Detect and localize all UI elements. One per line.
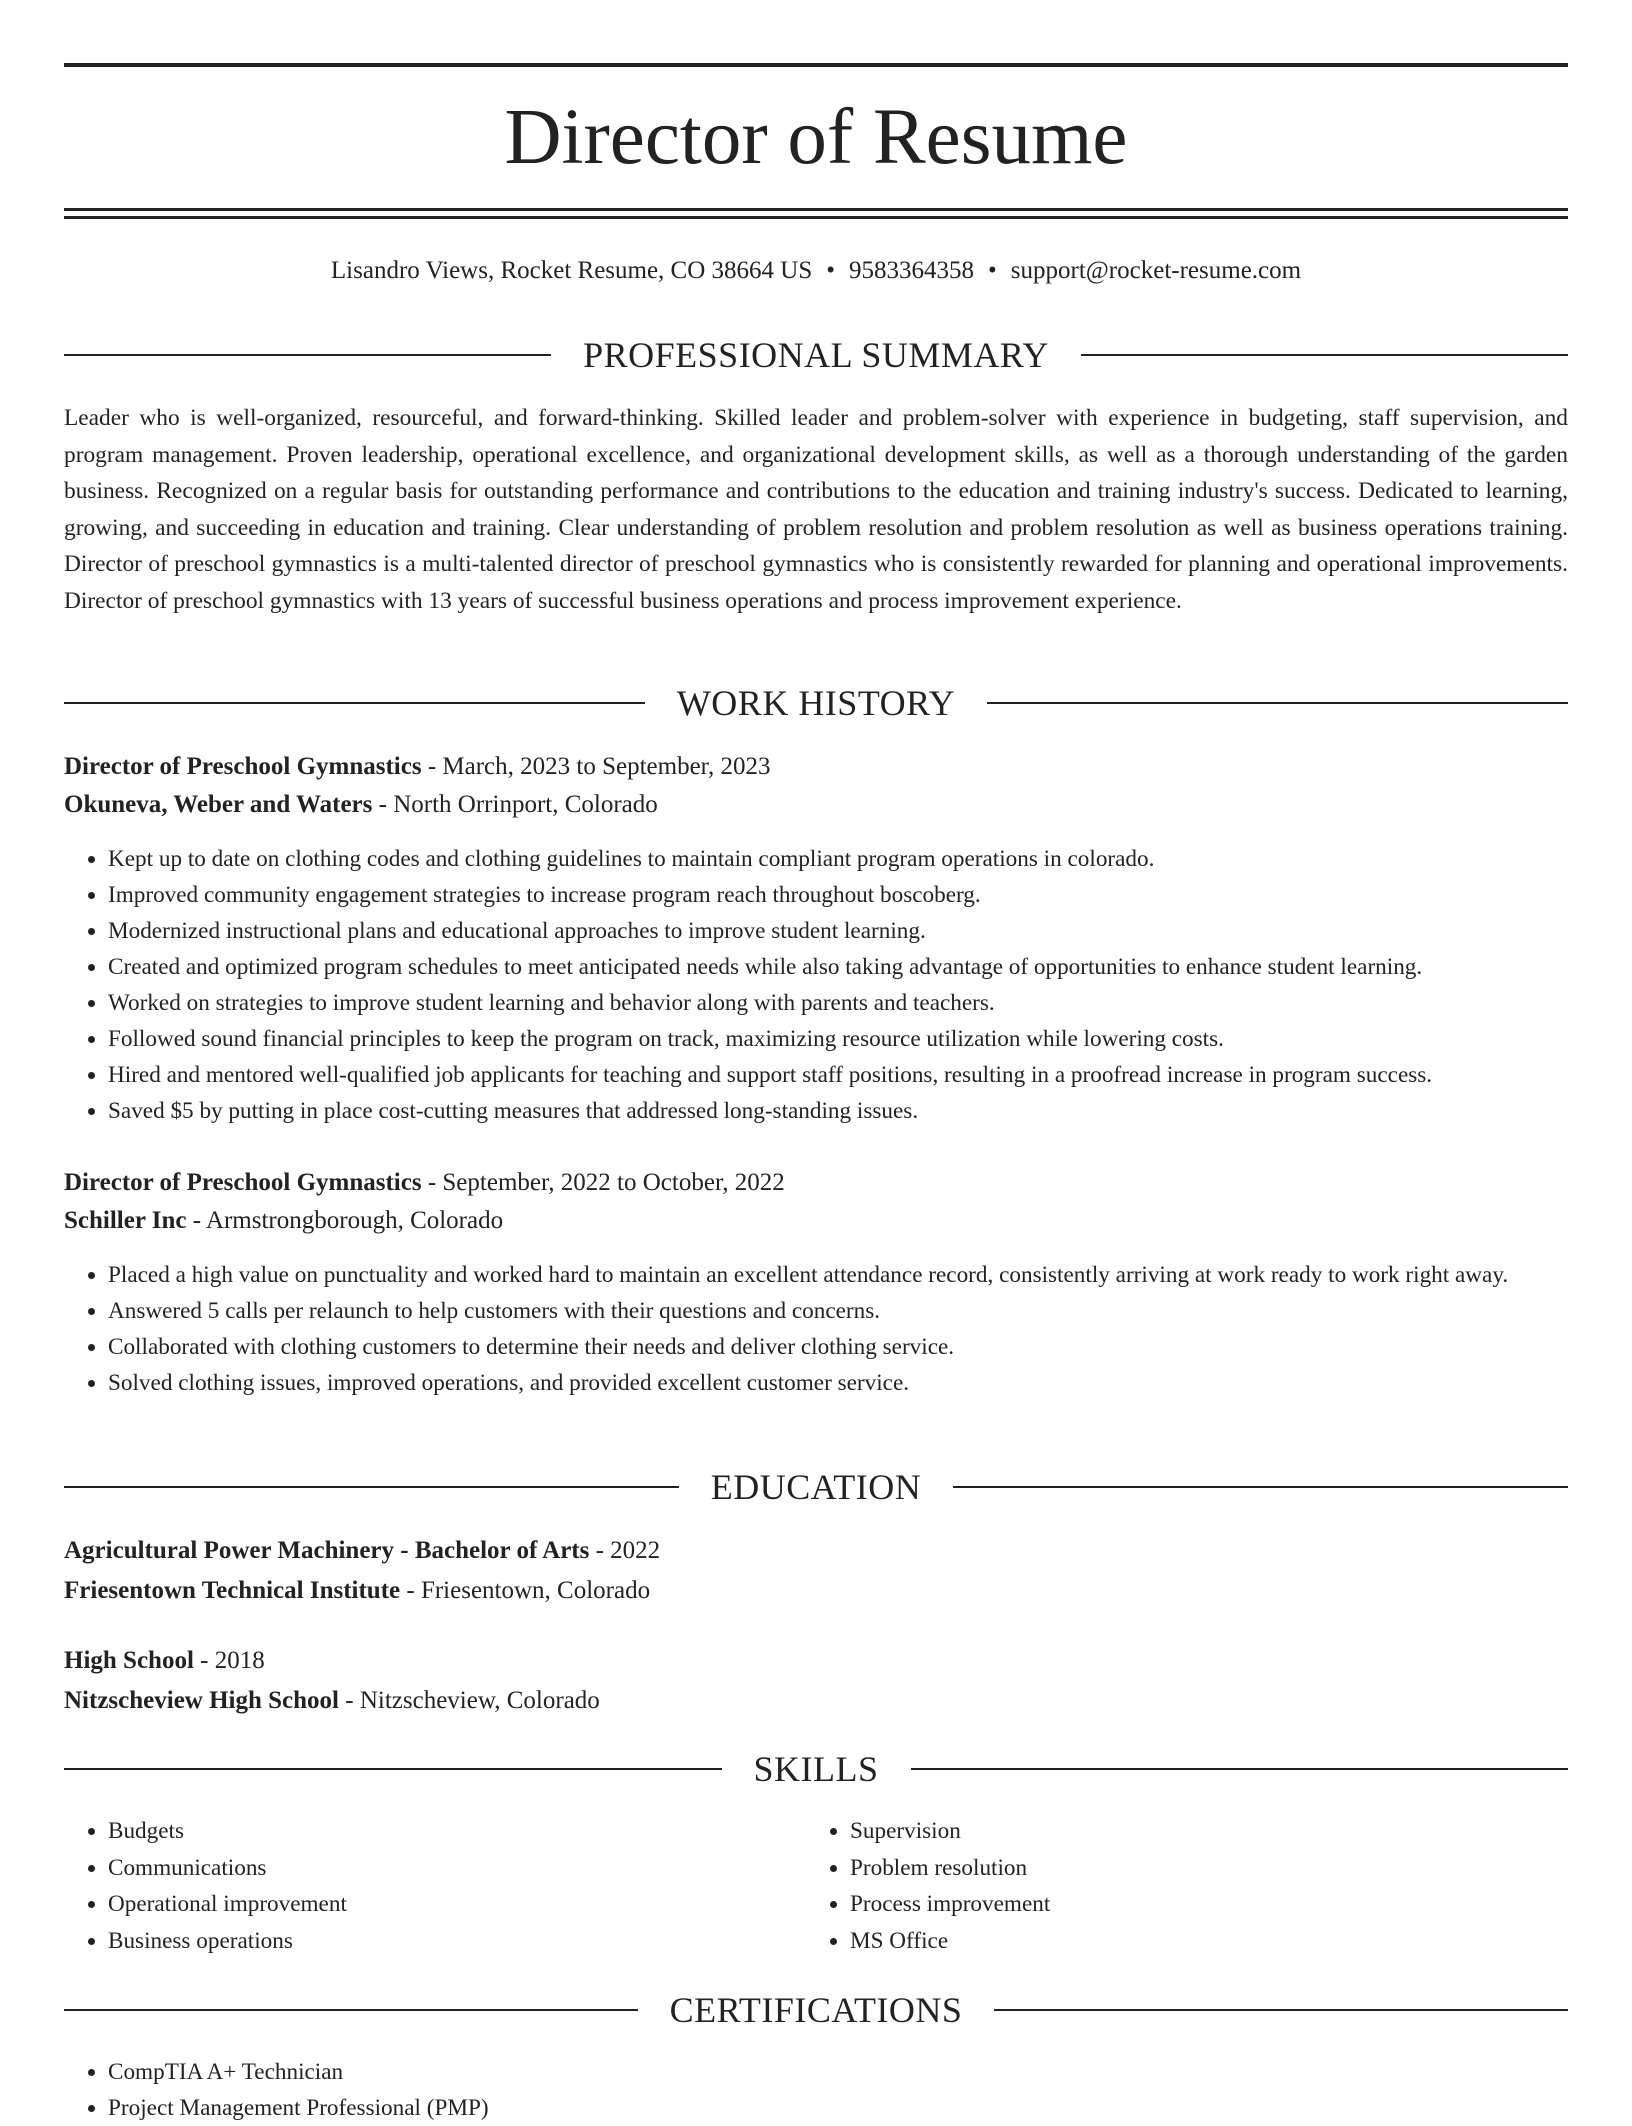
- skills-list-left: [64, 1813, 808, 1959]
- section-title: WORK HISTORY: [676, 683, 956, 723]
- skill-item: • Business operations: [108, 1923, 808, 1960]
- resume-name: Director of Resume: [504, 94, 1128, 181]
- section-title: CERTIFICATIONS: [669, 1990, 963, 2030]
- education-year: - 2022: [589, 1537, 661, 1564]
- heading-rule: [1081, 354, 1568, 356]
- contact-phone: 9583364358: [849, 257, 975, 284]
- certifications-list: [64, 2054, 1612, 2126]
- heading-rule: [64, 354, 551, 356]
- job-title-line: [64, 749, 1568, 785]
- list-item: • Worked on strategies to improve student learning and behavior along with parents and teachers.: [108, 985, 1612, 1021]
- skill-item: • Budgets: [108, 1813, 808, 1850]
- skill-item: • Supervision: [850, 1813, 1550, 1850]
- education-school-line: [64, 1573, 1568, 1609]
- list-item: • Answered 5 calls per relaunch to help customers with their questions and concerns.: [108, 1293, 1612, 1329]
- contact-separator: •: [988, 257, 997, 284]
- heading-rule: [911, 1768, 1569, 1770]
- job-title-line: [64, 1165, 1568, 1201]
- skills-list-right: [806, 1813, 1550, 1959]
- job-company: Schiller Inc: [64, 1207, 187, 1234]
- job-bullets: [64, 1257, 1612, 1401]
- job-dates: - September, 2022 to October, 2022: [421, 1169, 785, 1196]
- education-year: - 2018: [193, 1647, 265, 1674]
- contact-email: support@rocket-resume.com: [1010, 257, 1302, 284]
- education-degree: High School: [64, 1647, 194, 1674]
- list-item: • Saved $5 by putting in place cost-cutting measures that addressed long-standing issues.: [108, 1093, 1612, 1129]
- job-location: - Armstrongborough, Colorado: [186, 1207, 504, 1234]
- section-heading-certifications: [64, 1988, 1568, 2032]
- list-item: • Collaborated with clothing customers to determine their needs and deliver clothing service.: [108, 1329, 1612, 1365]
- list-item: • Improved community engagement strategies to increase program reach throughout boscoberg.: [108, 877, 1612, 913]
- skill-item: • Problem resolution: [850, 1850, 1550, 1887]
- job-title: Director of Preschool Gymnastics: [64, 753, 422, 780]
- professional-summary: Leader who is well-organized, resourceful, and forward-thinking. Skilled leader and problem-solver with experience in budgeting, staff supervision, and program management. Proven leadership, operational excellence, and organizational development skills, as well as a thorough understanding of the garden business. Recognized on a regular basis for outstanding performance and contributions to the education and training industry's success. Dedicated to learning, growing, and succeeding in education and training. Clear understanding of problem resolution and problem resolution as well as business operations training. Director of preschool gymnastics is a multi-talented director of preschool gymnastics who is consistently rewarded for planning and operational improvements. Director of preschool gymnastics with 13 years of successful business operations and process improvement experience.: [64, 405, 1568, 614]
- education-degree-line: [64, 1643, 1568, 1679]
- certification-item: • CompTIA A+ Technician: [108, 2054, 1612, 2090]
- job-title: Director of Preschool Gymnastics: [64, 1169, 422, 1196]
- heading-rule: [953, 1486, 1568, 1488]
- heading-rule: [64, 1768, 722, 1770]
- heading-rule: [64, 702, 645, 704]
- contact-separator: •: [826, 257, 836, 284]
- education-school: Nitzscheview High School: [64, 1687, 339, 1714]
- section-heading-summary: [64, 333, 1568, 377]
- job-company-line: [64, 787, 1568, 823]
- skill-item: • MS Office: [850, 1923, 1550, 1960]
- heading-rule: [64, 1486, 679, 1488]
- certification-item: • Project Management Professional (PMP): [108, 2090, 1612, 2126]
- section-heading-education: [64, 1465, 1568, 1509]
- education-location: - Friesentown, Colorado: [400, 1577, 651, 1604]
- job-location: - North Orrinport, Colorado: [372, 791, 658, 818]
- list-item: • Followed sound financial principles to keep the program on track, maximizing resource utilization while lowering costs.: [108, 1021, 1612, 1057]
- education-location: - Nitzscheview, Colorado: [339, 1687, 600, 1714]
- section-title: PROFESSIONAL SUMMARY: [583, 335, 1049, 375]
- education-school: Friesentown Technical Institute: [64, 1577, 401, 1604]
- list-item: • Modernized instructional plans and educational approaches to improve student learning.: [108, 913, 1612, 949]
- education-school-line: [64, 1683, 1568, 1719]
- job-company-line: [64, 1203, 1568, 1239]
- skill-item: • Operational improvement: [108, 1886, 808, 1923]
- education-degree-line: [64, 1533, 1568, 1569]
- heading-rule: [64, 2009, 638, 2011]
- header-rule-lower: [64, 216, 1568, 219]
- job-dates: - March, 2023 to September, 2023: [421, 753, 771, 780]
- job-bullets: [64, 841, 1612, 1129]
- list-item: • Created and optimized program schedules to meet anticipated needs while also taking advantage of opportunities to enhance student learning.: [108, 949, 1612, 985]
- list-item: • Placed a high value on punctuality and worked hard to maintain an excellent attendance record, consistently arriving at work ready to work right away.: [108, 1257, 1612, 1293]
- list-item: • Hired and mentored well-qualified job applicants for teaching and support staff positions, resulting in a proofread increase in program success.: [108, 1057, 1612, 1093]
- section-title: EDUCATION: [710, 1467, 922, 1507]
- heading-rule: [994, 2009, 1568, 2011]
- skill-item: • Communications: [108, 1850, 808, 1887]
- list-item: • Solved clothing issues, improved operations, and provided excellent customer service.: [108, 1365, 1612, 1401]
- contact-line: [64, 253, 1568, 289]
- header-rule-upper: [64, 208, 1568, 211]
- section-heading-skills: [64, 1747, 1568, 1791]
- job-company: Okuneva, Weber and Waters: [64, 791, 373, 818]
- list-item: • Kept up to date on clothing codes and clothing guidelines to maintain compliant program operations in colorado.: [108, 841, 1612, 877]
- section-heading-work-history: [64, 681, 1568, 725]
- contact-address: Lisandro Views, Rocket Resume, CO 38664 US: [330, 257, 813, 284]
- section-title: SKILLS: [753, 1749, 879, 1789]
- top-rule: [64, 63, 1568, 67]
- skill-item: • Process improvement: [850, 1886, 1550, 1923]
- heading-rule: [987, 702, 1568, 704]
- education-degree: Agricultural Power Machinery - Bachelor of Arts: [64, 1537, 590, 1564]
